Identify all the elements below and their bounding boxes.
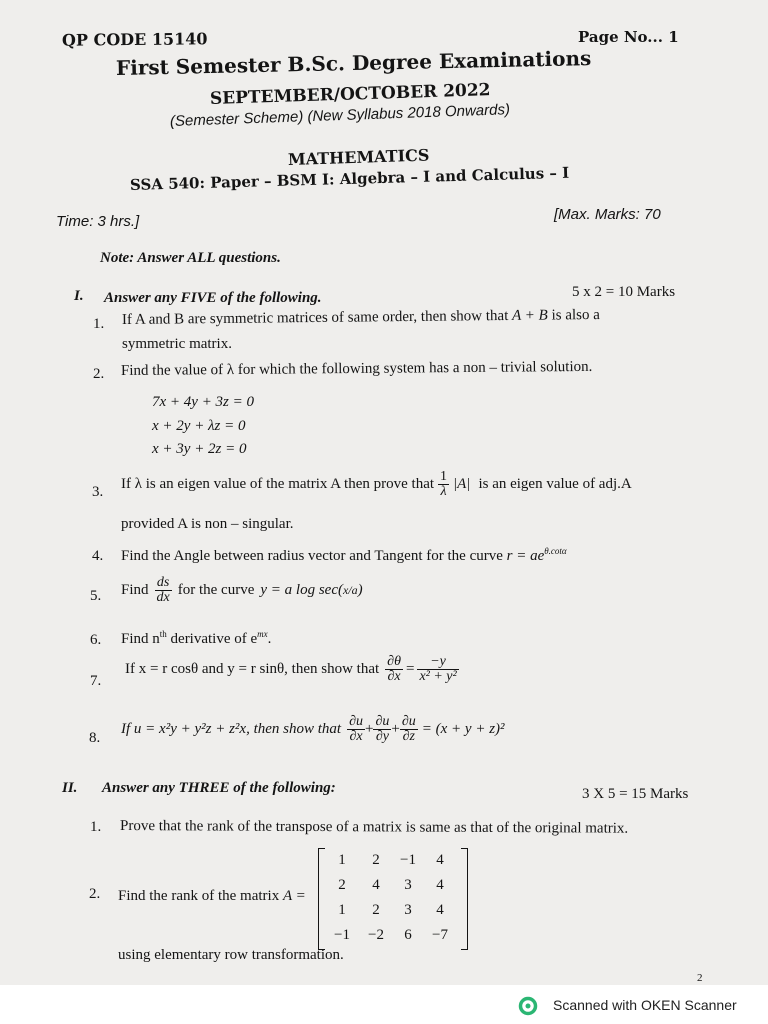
section-1-instruction: Answer any FIVE of the following. — [104, 290, 322, 306]
matrix-cell: 2 — [338, 877, 346, 893]
q2-number: 2. — [93, 366, 105, 382]
scanner-footer — [0, 985, 768, 1024]
q1-number: 1. — [93, 316, 105, 332]
matrix-cell: −2 — [368, 927, 384, 943]
q6-number: 6. — [90, 632, 102, 648]
question-6: Find $n^{th}$ derivative of $e^{mx}$. — [121, 629, 272, 647]
fraction: $\frac{\partial u}{\partial z}$ — [401, 714, 416, 744]
fraction: $\frac{\partial\theta}{\partial x}$ — [387, 654, 401, 684]
section-2-numeral: II. — [62, 780, 78, 796]
question-1-line-2: symmetric matrix. — [122, 336, 232, 352]
exam-title: First Semester B.Sc. Degree Examinations — [115, 46, 592, 80]
matrix-cell: 1 — [338, 902, 346, 918]
question-4: Find the Angle between radius vector and Tangent for the curve $r = ae^{\theta.cot\alpha}$ — [121, 546, 567, 564]
matrix-cell: 4 — [436, 877, 444, 893]
note: Note: Answer ALL questions. — [100, 250, 281, 266]
matrix-cell: 4 — [372, 877, 380, 893]
fraction: $\frac{ds}{dx}$ — [156, 575, 170, 605]
equation-3: x + 3y + 2z = 0 — [152, 441, 247, 457]
scanner-watermark-text: Scanned with OKEN Scanner — [553, 997, 737, 1013]
section-2-marks: 3 X 5 = 15 Marks — [582, 786, 689, 802]
fraction: $\frac{\partial u}{\partial x}$ — [349, 714, 363, 744]
matrix-cell: 2 — [372, 852, 380, 868]
matrix-cell: 3 — [404, 902, 412, 918]
s2-question-1: Prove that the rank of the transpose of a matrix is same as that of the original matrix. — [119, 818, 629, 837]
s2-question-2: Find the rank of the matrix A = — [118, 888, 306, 904]
matrix-cell: −7 — [432, 927, 448, 943]
question-8: If u = x²y + y²z + z²x, then show that $\frac{\partial u}{\partial x}$ + $\frac{\partial u}{\partial y}$ + $\frac{\partial u}{\partial z}$ = (x + y + z)² — [121, 714, 505, 744]
matrix-cell: 2 — [372, 902, 380, 918]
q5-number: 5. — [90, 588, 102, 604]
fraction: $\frac{-y}{\text{x² + y²}}$ — [419, 654, 457, 684]
s2-question-2-line-2: using elementary row transformation. — [118, 947, 344, 963]
page-number: Page No... 1 — [578, 28, 679, 46]
max-marks: [Max. Marks: 70 — [554, 206, 661, 223]
q7-number: 7. — [90, 673, 102, 689]
section-2-instruction: Answer any THREE of the following: — [102, 780, 336, 796]
fraction: $\frac{1}{\lambda}$ — [440, 469, 448, 499]
question-1: If A and B are symmetric matrices of same order, then show that A + B is also a — [121, 306, 600, 328]
time-allowed: Time: 3 hrs.] — [56, 213, 140, 230]
exam-session: SEPTEMBER/OCTOBER 2022 — [209, 80, 491, 109]
matrix-cell: 6 — [404, 927, 412, 943]
question-3-line-2: provided A is non – singular. — [121, 516, 294, 532]
question-3: If λ is an eigen value of the matrix A then prove that $\frac{1}{\lambda}$ |A| is an eigen value of adj.A — [121, 469, 632, 499]
section-1-numeral: I. — [74, 288, 84, 304]
matrix-cell: −1 — [334, 927, 350, 943]
matrix-cell: 4 — [436, 902, 444, 918]
matrix-cell: −1 — [400, 852, 416, 868]
subject-title: MATHEMATICS — [287, 145, 430, 169]
q4-number: 4. — [92, 548, 104, 564]
matrix-cell: 1 — [338, 852, 346, 868]
paper-title: SSA 540: Paper – BSM I: Algebra – I and Calculus – I — [129, 163, 570, 194]
equation-2: x + 2y + λz = 0 — [152, 418, 246, 434]
q8-number: 8. — [89, 730, 101, 746]
question-7: If x = r cosθ and y = r sinθ, then show that $\frac{\partial\theta}{\partial x}$ = $\frac{-y}{\text{x² + y²}}$ — [125, 654, 457, 684]
section-1-marks: 5 x 2 = 10 Marks — [572, 284, 676, 300]
equation-1: 7x + 4y + 3z = 0 — [152, 394, 255, 410]
question-5: Find $\frac{ds}{dx}$ for the curve y = a log sec( x/a ) — [121, 575, 363, 605]
matrix-cell: 4 — [436, 852, 444, 868]
page-continuation-mark: 2 — [697, 972, 703, 984]
scheme-line: (Semester Scheme) (New Syllabus 2018 Onwards) — [169, 101, 511, 130]
s2-q2-number: 2. — [89, 886, 101, 902]
matrix-a — [318, 848, 468, 950]
fraction: $\frac{\partial u}{\partial y}$ — [375, 714, 390, 744]
question-2: Find the value of λ for which the following system has a non – trivial solution. — [120, 358, 593, 379]
oken-scanner-logo-icon — [518, 996, 538, 1016]
q3-number: 3. — [92, 484, 104, 500]
matrix-cell: 3 — [404, 877, 412, 893]
s2-q1-number: 1. — [90, 819, 102, 835]
qp-code: QP CODE 15140 — [61, 29, 208, 50]
